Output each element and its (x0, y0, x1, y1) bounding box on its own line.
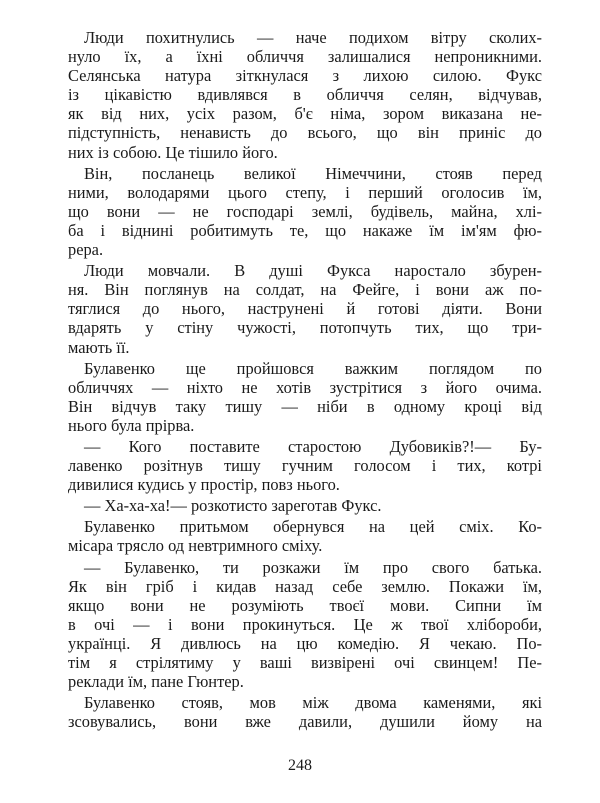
text-line: Селянська натура зіткнулася з лихою силою. Фукс (68, 66, 542, 86)
paragraph (68, 693, 542, 731)
text-line: — Булавенко, ти розкажи їм про свого батька. (84, 557, 542, 577)
text-line: як від них, усіх разом, б'є німа, зором виказана не- (68, 104, 542, 124)
text-line: ня. Він поглянув на солдат, на Фейге, і вони аж по- (68, 280, 542, 300)
paragraph (68, 359, 542, 435)
text-line: тяглися до нього, наструнені й готові діяти. Вони (68, 299, 542, 319)
page-number: 248 (288, 757, 312, 774)
text-line: місара трясло од невтримного сміху. (68, 536, 323, 556)
paragraph (68, 517, 542, 555)
text-line: Люди похитнулись — наче подихом вітру сколих- (84, 28, 542, 47)
text-line: якщо вони не розуміють твоєї мови. Сипни їм (68, 595, 542, 615)
text-line: Як він гріб і кидав назад себе землю. Покажи їм, (68, 576, 542, 596)
paragraph (68, 28, 542, 162)
text-line: — Кого поставите старостою Дубовиків?!— Бу- (84, 436, 542, 456)
text-line: — Ха-ха-ха!— розкотисто зареготав Фукс. (84, 496, 382, 516)
text-line: Булавенко ще пройшовся важким поглядом по (84, 358, 542, 378)
paragraph (68, 437, 542, 494)
text-line: українці. Я дивлюсь на цю комедію. Я чекаю. По- (68, 633, 542, 653)
text-line: ними, володарями цього степу, і перший оголосив їм, (68, 182, 542, 202)
text-line: зсовувались, вони вже давили, душили йому на (68, 712, 542, 732)
text-line: лавенко розітнув тишу гучним голосом і тих, котрі (68, 456, 542, 476)
text-line: підступність, ненависть до всього, що він приніс до (68, 123, 542, 143)
body-text (68, 28, 542, 731)
paragraph (68, 164, 542, 259)
paragraph (68, 496, 542, 515)
text-line: що вони — не господарі землі, будівель, майна, хлі- (68, 201, 542, 221)
text-line: вдарять у стіну чужості, потопчуть тих, що три- (68, 318, 542, 338)
text-line: Він відчув таку тишу — ніби в одному кроці від (68, 396, 542, 416)
text-line: Булавенко стояв, мов між двома каменями, які (84, 693, 542, 713)
text-line: тім я стрілятиму у ваші визвірені очі свинцем! Пе- (68, 653, 542, 672)
text-line: в очі — і вони прокинуться. Це ж твої хлібороби, (68, 614, 542, 634)
text-line: нуло їх, а їхні обличчя залишалися непроникними. (68, 47, 542, 67)
text-line: ба і віднині робитимуть те, що накаже їм ім'ям фю- (68, 220, 542, 240)
text-line: реклади їм, пане Гюнтер. (68, 672, 244, 692)
text-line: дивилися кудись у простір, повз нього. (68, 475, 340, 495)
paragraph (68, 261, 542, 356)
text-line: Булавенко притьмом обернувся на цей сміх. Ко- (84, 517, 542, 537)
text-line: обличчях — ніхто не хотів зустрітися з його очима. (68, 377, 542, 397)
text-line: нього була прірва. (68, 415, 195, 435)
text-line: рера. (68, 240, 104, 260)
text-line: мають її. (68, 337, 130, 357)
text-line: із цікавістю вдивлявся в обличчя селян, відчував, (68, 85, 542, 105)
paragraph (68, 558, 542, 692)
text-line: Люди мовчали. В душі Фукса наростало збурен- (84, 261, 542, 281)
text-line: Він, посланець великої Німеччини, стояв перед (84, 163, 542, 183)
text-line: них із собою. Це тішило його. (68, 142, 278, 162)
